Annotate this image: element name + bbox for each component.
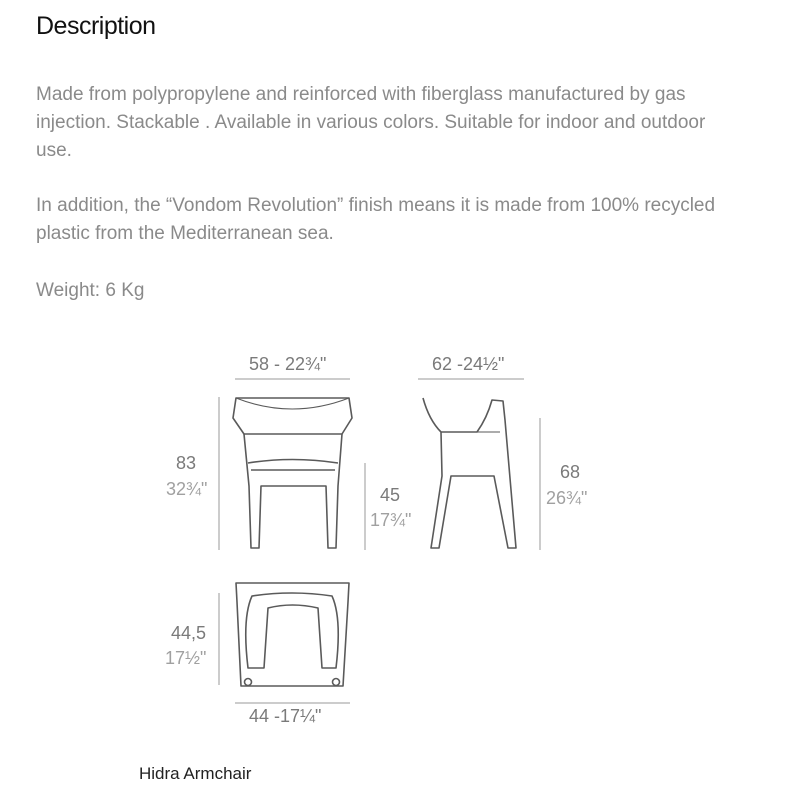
chair-front-view [233,398,352,548]
chair-top-view [236,583,349,686]
top-depth-in-label: 17½" [165,648,207,668]
top-width-label: 44 -17¼" [249,706,322,726]
top-depth-cm-label: 44,5 [171,623,207,643]
product-caption: Hidra Armchair [139,764,252,783]
chair-side-view [423,398,516,548]
seat-height-in-label: 17¾" [370,510,412,530]
arm-height-in-label: 26¾" [546,488,588,508]
description-paragraph-materials: Made from polypropylene and reinforced with fiberglass manufactured by gas injection. Stackable . Available in various colors. Suitable for indoor and outdoor use. [36,84,706,161]
total-height-in-label: 32¾" [166,479,208,499]
dimension-lines [219,379,540,703]
total-height-cm-label: 83 [176,453,197,473]
description-paragraph-recycled: In addition, the “Vondom Revolution” finish means it is made from 100% recycled plastic from the Mediterranean sea. [36,195,716,244]
side-depth-label: 62 -24½" [432,354,505,374]
front-width-label: 58 - 22¾" [249,354,327,374]
description-heading: Description [36,12,156,40]
weight-text: Weight: 6 Kg [36,280,145,301]
arm-height-cm-label: 68 [560,462,581,482]
seat-height-cm-label: 45 [380,485,401,505]
